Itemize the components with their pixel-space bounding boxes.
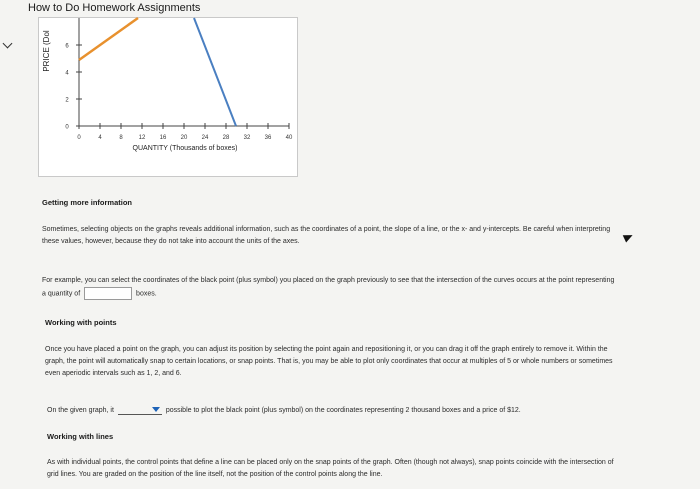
y-tick-label: 0 [65, 124, 69, 131]
x-tick-label: 0 [77, 135, 81, 141]
quantity-question-suffix: boxes. [136, 290, 157, 298]
x-tick-label: 24 [201, 135, 209, 141]
y-tick-label: 4 [65, 70, 69, 77]
page-title: How to Do Homework Assignments [28, 2, 201, 14]
x-tick-label: 28 [222, 135, 230, 141]
y-axis-title: PRICE (Dol [42, 30, 51, 72]
heading-working-with-lines: Working with lines [47, 432, 114, 441]
plot-question-suffix: possible to plot the black point (plus symbol) on the coordinates representing 2 thousand boxes and a price of $12. [165, 406, 521, 414]
plot-possibility-row [47, 405, 521, 415]
x-tick-label: 36 [264, 135, 272, 141]
paragraph-quantity-question [42, 275, 617, 300]
x-tick-label: 20 [180, 135, 188, 141]
y-tick-label: 2 [65, 97, 69, 104]
paragraph-getting-more-info: Sometimes, selecting objects on the graphs reveals additional information, such as the coordinates of a point, the slope of a line, or the x- and y-intercepts. Be careful when interpreting these values, however, because they do not take into account the units of the axes. [42, 226, 611, 245]
dropdown-caret-icon [152, 407, 160, 412]
x-tick-label: 8 [119, 135, 123, 141]
paragraph-working-with-lines: As with individual points, the control points that define a line can be placed only on the snap points of the graph. Often (though not always), snap points coincide with the intersection of grid lines. You are graded on the position of the line itself, not the position of the control points along the line. [47, 459, 614, 478]
heading-getting-more-information: Getting more information [42, 198, 132, 207]
quantity-answer-input[interactable] [84, 287, 132, 300]
plot-question-prefix: On the given graph, it [47, 406, 114, 414]
x-tick-label: 12 [138, 135, 146, 141]
y-tick-label: 6 [65, 43, 69, 50]
x-tick-label: 40 [285, 135, 293, 141]
x-tick-label: 32 [243, 135, 251, 141]
quantity-question-text: For example, you can select the coordinates of the black point (plus symbol) you placed on the graph previously to see that the intersection of the curves occurs at the point representing a quantity of [42, 277, 615, 298]
paragraph-working-with-points: Once you have placed a point on the graph, you can adjust its position by selecting the point again and repositioning it, or you can drag it off the graph entirely to remove it. Within the graph, the point will automatically snap to certain locations, or snap points. That is, you may be able to plot only coordinates that occur at multiples of 5 or whole numbers or sometimes even aperiodic intervals such as 1, 2, and 6. [45, 346, 613, 377]
possibility-dropdown[interactable] [118, 405, 162, 415]
x-tick-label: 16 [159, 135, 167, 141]
heading-working-with-points: Working with points [45, 318, 117, 327]
x-axis-title: QUANTITY (Thousands of boxes) [132, 145, 238, 152]
x-tick-label: 4 [98, 135, 102, 141]
